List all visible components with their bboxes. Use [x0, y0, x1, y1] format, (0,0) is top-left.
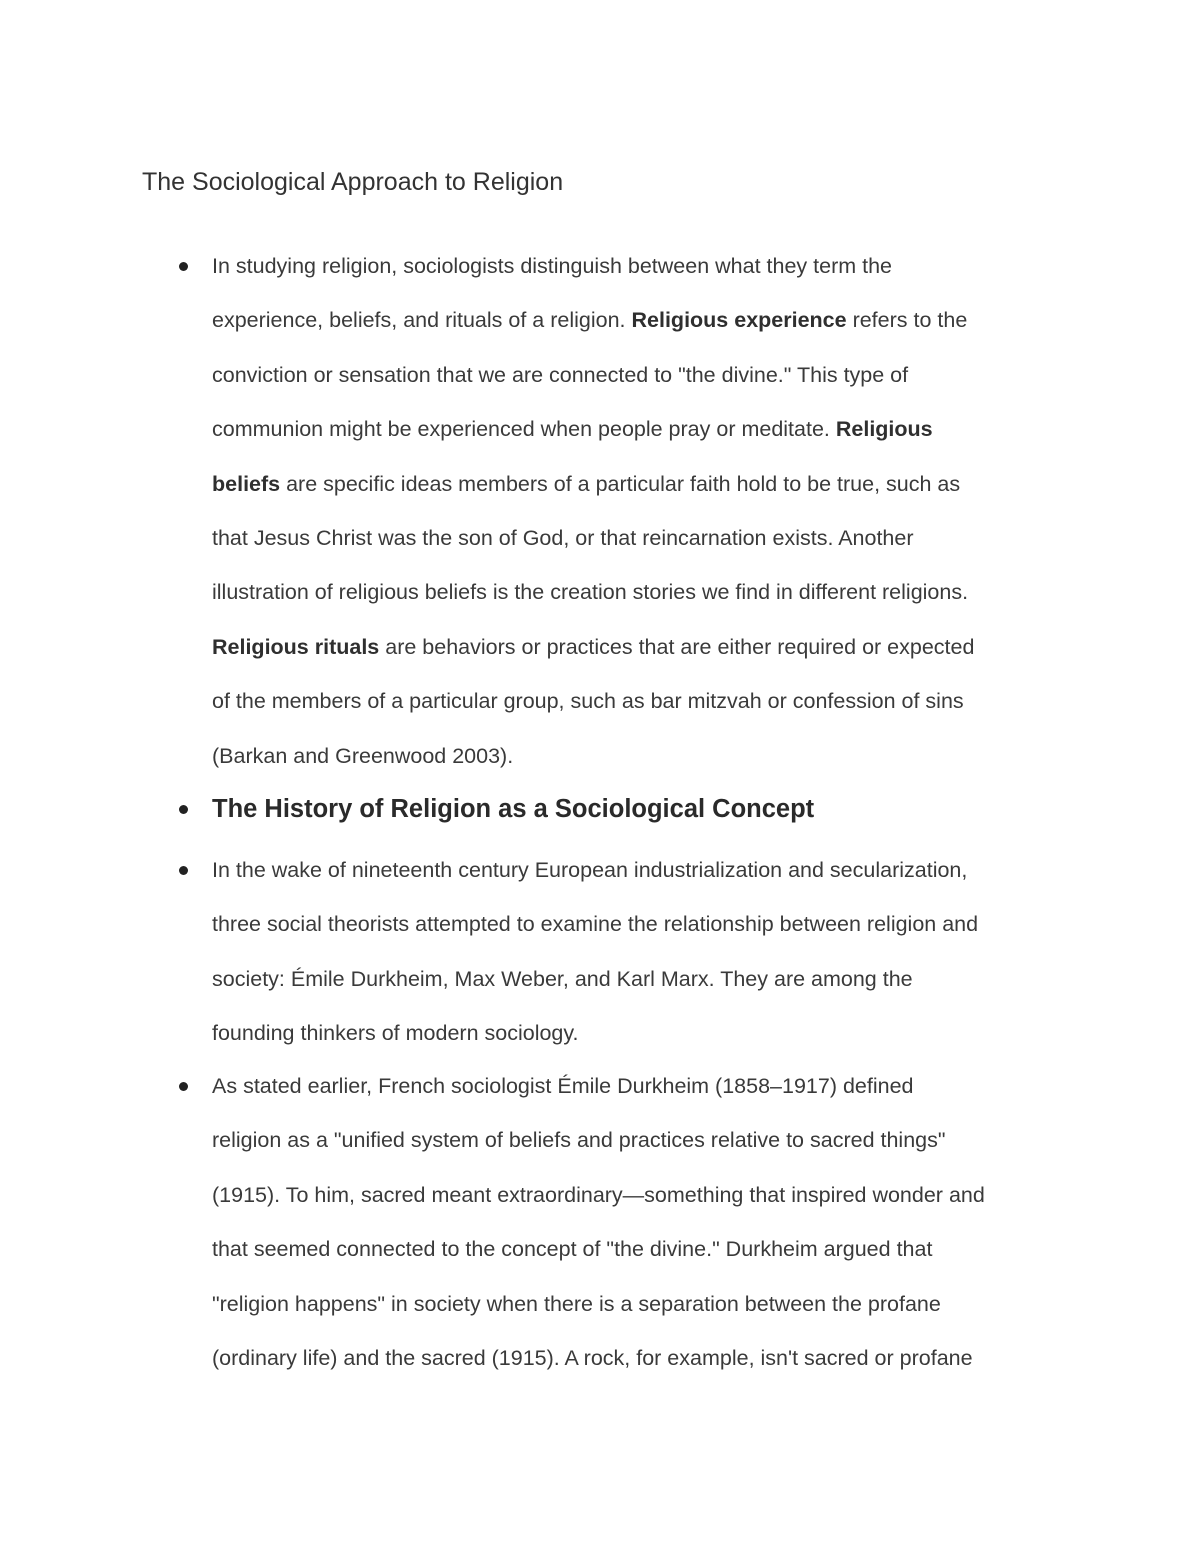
paragraph-line: In studying religion, sociologists distinguish between what they term the — [212, 254, 893, 278]
list-item-durkheim — [212, 1059, 1072, 1385]
list-item-social-theorists — [212, 843, 1072, 1061]
paragraph-line — [212, 620, 1072, 674]
text-run: are behaviors or practices that are either required or expected — [379, 634, 975, 659]
text-run: communion might be experienced when people pray or meditate. — [212, 417, 836, 442]
text-run: refers to the — [846, 308, 968, 333]
bullet-icon — [179, 262, 188, 271]
bullet-icon — [179, 805, 188, 814]
paragraph-line: "religion happens" in society when there is a separation between the profane — [212, 1291, 941, 1316]
paragraph-line: founding thinkers of modern sociology. — [212, 1021, 579, 1046]
bullet-icon — [179, 866, 188, 875]
paragraph-line: three social theorists attempted to examine the relationship between religion and — [212, 912, 979, 937]
list-item-history-heading — [212, 782, 1072, 836]
paragraph-line: that Jesus Christ was the son of God, or that reincarnation exists. Another — [212, 526, 914, 551]
term-religious-beliefs-part1: Religious — [835, 417, 933, 442]
paragraph-line: society: Émile Durkheim, Max Weber, and Karl Marx. They are among the — [212, 966, 913, 991]
paragraph-line: In the wake of nineteenth century European industrialization and secularization, — [212, 858, 968, 882]
paragraph-line: religion as a "unified system of beliefs and practices relative to sacred things" — [212, 1128, 946, 1153]
paragraph-line: of the members of a particular group, such as bar mitzvah or confession of sins — [212, 689, 964, 714]
paragraph-line: that seemed connected to the concept of "the divine." Durkheim argued that — [212, 1237, 933, 1262]
paragraph-line — [212, 457, 1072, 511]
text-run: experience, beliefs, and rituals of a religion. — [212, 308, 632, 333]
paragraph-line: conviction or sensation that we are connected to "the divine." This type of — [212, 362, 909, 387]
list-item-religion-definitions — [212, 239, 1072, 783]
paragraph-line: As stated earlier, French sociologist Émile Durkheim (1858–1917) defined — [212, 1074, 914, 1098]
paragraph-line — [212, 293, 1072, 347]
paragraph-line: (Barkan and Greenwood 2003). — [212, 743, 514, 768]
term-religious-experience: Religious experience — [631, 308, 847, 333]
text-run: are specific ideas members of a particular faith hold to be true, such as — [280, 471, 961, 496]
paragraph-line — [212, 402, 1072, 456]
paragraph-line: (1915). To him, sacred meant extraordinary—something that inspired wonder and — [212, 1182, 985, 1207]
term-religious-beliefs-part2: beliefs — [212, 471, 281, 496]
page-title: The Sociological Approach to Religion — [142, 168, 564, 196]
bullet-icon — [179, 1082, 188, 1091]
paragraph-line: (ordinary life) and the sacred (1915). A rock, for example, isn't sacred or profane — [212, 1346, 973, 1371]
section-heading: The History of Religion as a Sociological Concept — [212, 795, 815, 823]
term-religious-rituals: Religious rituals — [212, 634, 380, 659]
paragraph-line: illustration of religious beliefs is the creation stories we find in different religions. — [212, 580, 969, 605]
